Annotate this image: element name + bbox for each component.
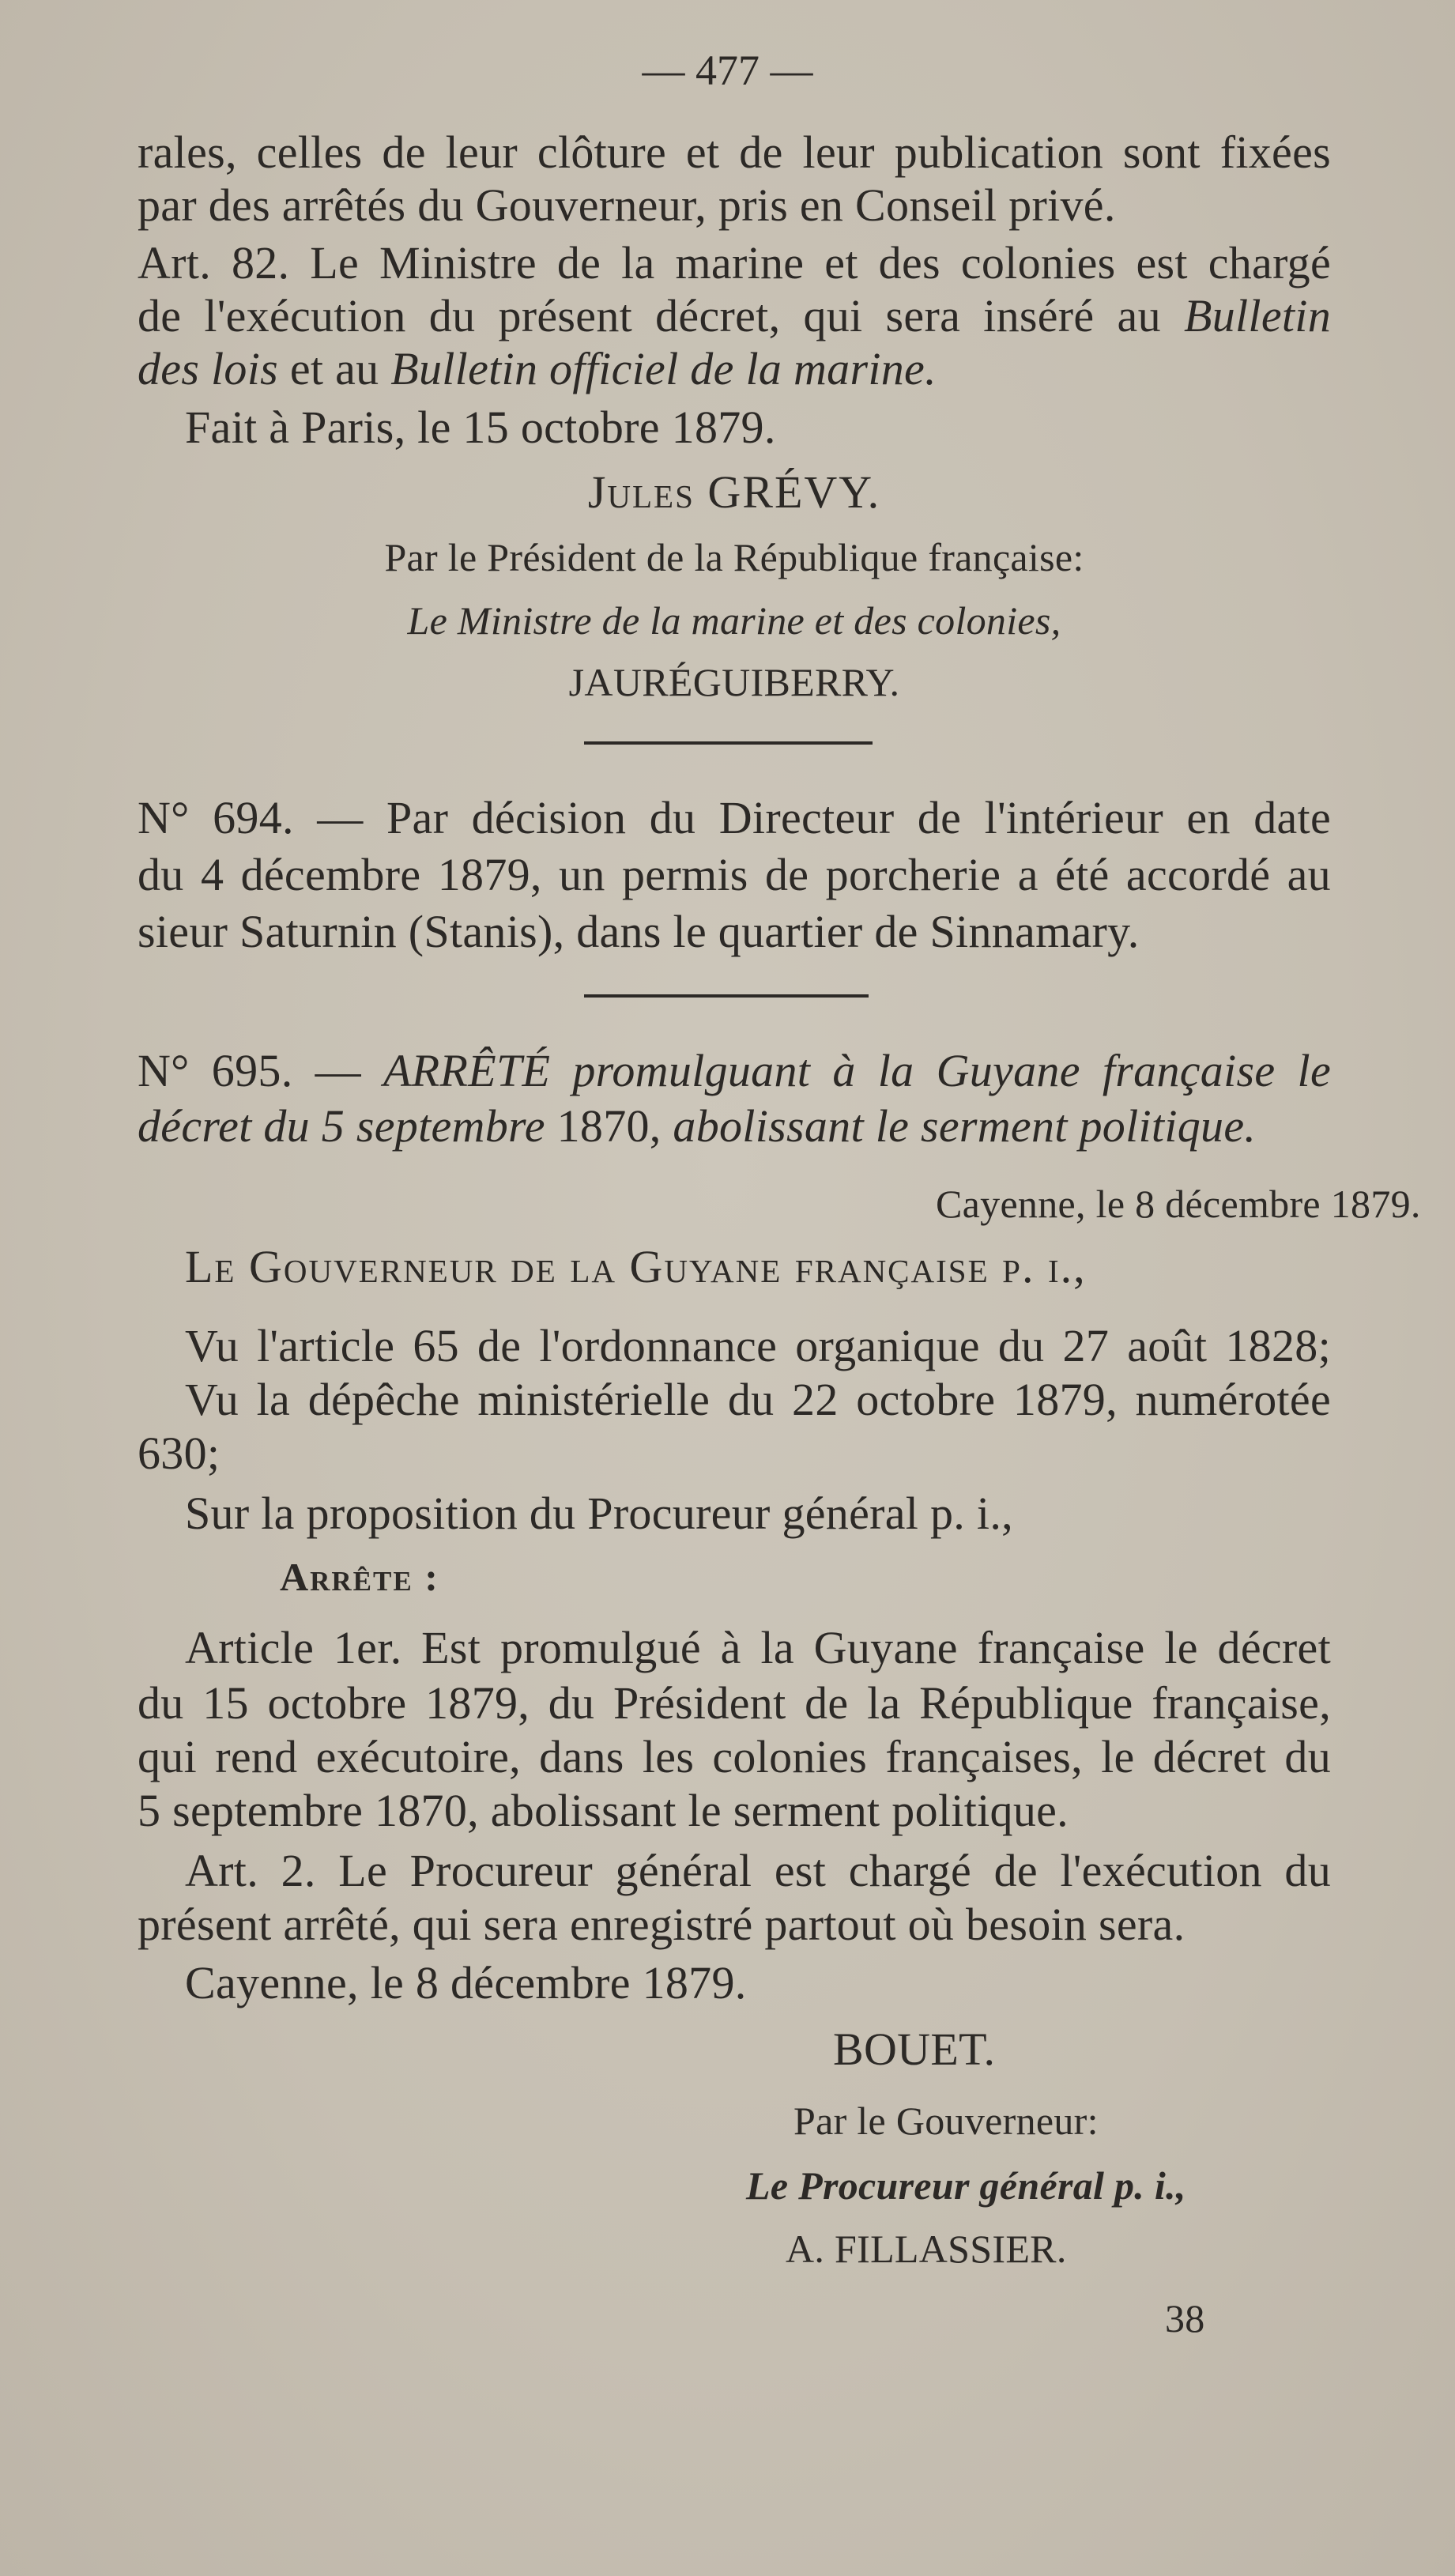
article1-line-3: qui rend exécutoire, dans les colonies françaises, le décret du	[138, 1731, 1331, 1782]
continuation-line-2: par des arrêtés du Gouverneur, pris en Conseil privé.	[138, 179, 1116, 231]
arrete-label: Arrête :	[280, 1555, 439, 1599]
article2-line-1: Art. 2. Le Procureur général est chargé de l'exécution du	[185, 1845, 1331, 1896]
article1-line-4: 5 septembre 1870, abolissant le serment politique.	[138, 1785, 1069, 1836]
procureur-name: A. FILLASSIER.	[786, 2227, 1067, 2271]
article2-line-2: présent arrêté, qui sera enregistré partout où besoin sera.	[138, 1899, 1185, 1950]
minister-title: Le Ministre de la marine et des colonies,	[407, 598, 1061, 643]
vu-line-1: Vu l'article 65 de l'ordonnance organique du 27 août 1828;	[185, 1320, 1331, 1371]
art82-line-1: Art. 82. Le Ministre de la marine et des colonies est chargé	[138, 237, 1331, 289]
article2-line-3: Cayenne, le 8 décembre 1879.	[185, 1957, 747, 2008]
decree-signer: Jules GRÉVY.	[587, 466, 881, 518]
vu-line-2b: 630;	[138, 1428, 221, 1479]
decree-date: Fait à Paris, le 15 octobre 1879.	[185, 402, 776, 453]
continuation-line-1: rales, celles de leur clôture et de leur publication sont fixées	[138, 126, 1331, 178]
arrete-signer: BOUET.	[833, 2023, 996, 2075]
n694-line-3: sieur Saturnin (Stanis), dans le quartier de Sinnamary.	[138, 906, 1140, 957]
procureur-title: Le Procureur général p. i.,	[746, 2163, 1186, 2208]
n695-heading-line-1: N° 695. — ARRÊTÉ promulguant à la Guyane française le	[138, 1045, 1331, 1096]
n695-place-date: Cayenne, le 8 décembre 1879.	[936, 1182, 1421, 1226]
article1-line-1: Article 1er. Est promulgué à la Guyane française le décret	[185, 1622, 1331, 1673]
separator-rule-1	[584, 741, 873, 745]
vu-line-2a: Vu la dépêche ministérielle du 22 octobre 1879, numérotée	[185, 1374, 1331, 1425]
art82-line-2: de l'exécution du présent décret, qui sera inséré au Bulletin	[138, 290, 1331, 341]
decree-by-line: Par le Président de la République française:	[384, 535, 1084, 579]
n694-line-1: N° 694. — Par décision du Directeur de l'intérieur en date	[138, 792, 1331, 843]
minister-name: JAURÉGUIBERRY.	[568, 660, 900, 704]
signature-mark: 38	[1165, 2296, 1205, 2340]
governor-line: Le Gouverneur de la Guyane française p. i.,	[185, 1241, 1087, 1292]
separator-rule-2	[584, 994, 869, 998]
sur-line: Sur la proposition du Procureur général p. i.,	[185, 1488, 1013, 1539]
n694-line-2: du 4 décembre 1879, un permis de porcherie a été accordé au	[138, 849, 1331, 900]
article1-line-2: du 15 octobre 1879, du Président de la République française,	[138, 1677, 1331, 1729]
art82-line-3: des lois et au Bulletin officiel de la marine.	[138, 343, 937, 394]
arrete-by-line: Par le Gouverneur:	[793, 2099, 1099, 2143]
page-number: — 477 —	[642, 47, 813, 94]
n695-heading-line-2: décret du 5 septembre 1870, abolissant le serment politique.	[138, 1100, 1257, 1152]
